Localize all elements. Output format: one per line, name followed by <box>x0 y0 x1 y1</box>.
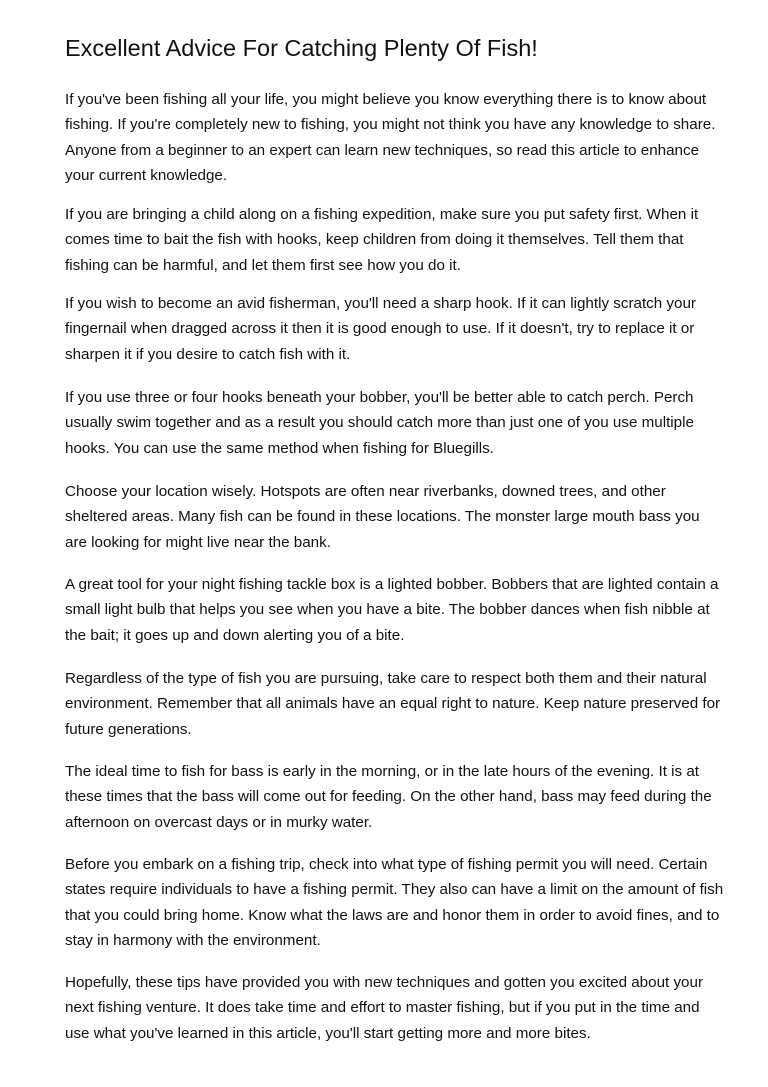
document-title: Excellent Advice For Catching Plenty Of Fish! <box>65 35 538 61</box>
paragraph-multiple-hooks: If you use three or four hooks beneath your bobber, you'll be better able to catch perch. Perch usually swim together and as a result you should catch more than just one of you use multiple hooks. You can use the same method when fishing for Bluegills. <box>65 389 694 457</box>
paragraph-conclusion: Hopefully, these tips have provided you with new techniques and gotten you excited about your next fishing venture. It does take time and effort to master fishing, but if you put in the time and use what you've learned in this article, you'll start getting more and more bites. <box>65 974 704 1042</box>
paragraph-bass-timing: The ideal time to fish for bass is early in the morning, or in the late hours of the evening. It is at these times that the bass will come out for feeding. On the other hand, bass may feed during the afternoon on overcast days or in murky water. <box>65 763 712 831</box>
paragraph-intro: If you've been fishing all your life, you might believe you know everything there is to know about fishing. If you're completely new to fishing, you might not think you have any knowledge to share. Anyone from a beginner to an expert can learn new techniques, so read this article to enhance your current knowledge. <box>65 91 716 184</box>
paragraph-respect-nature: Regardless of the type of fish you are pursuing, take care to respect both them and their natural environment. Remember that all animals have an equal right to nature. Keep nature preserved for future generations. <box>65 670 721 738</box>
paragraph-location: Choose your location wisely. Hotspots are often near riverbanks, downed trees, and other sheltered areas. Many fish can be found in these locations. The monster large mouth bass you are looking for might live near the bank. <box>65 483 700 551</box>
paragraph-child-safety: If you are bringing a child along on a fishing expedition, make sure you put safety first. When it comes time to bait the fish with hooks, keep children from doing it themselves. Tell them that fishing can be harmful, and let them first see how you do it. <box>65 206 699 274</box>
paragraph-fishing-permit: Before you embark on a fishing trip, check into what type of fishing permit you will need. Certain states require individuals to have a fishing permit. They also can have a limit on the amount of fish that you could bring home. Know what the laws are and honor them in order to avoid fines, and to stay in harmony with the environment. <box>65 856 724 949</box>
paragraph-lighted-bobber: A great tool for your night fishing tackle box is a lighted bobber. Bobbers that are lighted contain a small light bulb that helps you see when you have a bite. The bobber dances when fish nibble at the bait; it goes up and down alerting you of a bite. <box>65 576 719 644</box>
paragraph-sharp-hook: If you wish to become an avid fisherman, you'll need a sharp hook. If it can lightly scratch your fingernail when dragged across it then it is good enough to use. If it doesn't, try to replace it or sharpen it if you desire to catch fish with it. <box>65 295 696 363</box>
